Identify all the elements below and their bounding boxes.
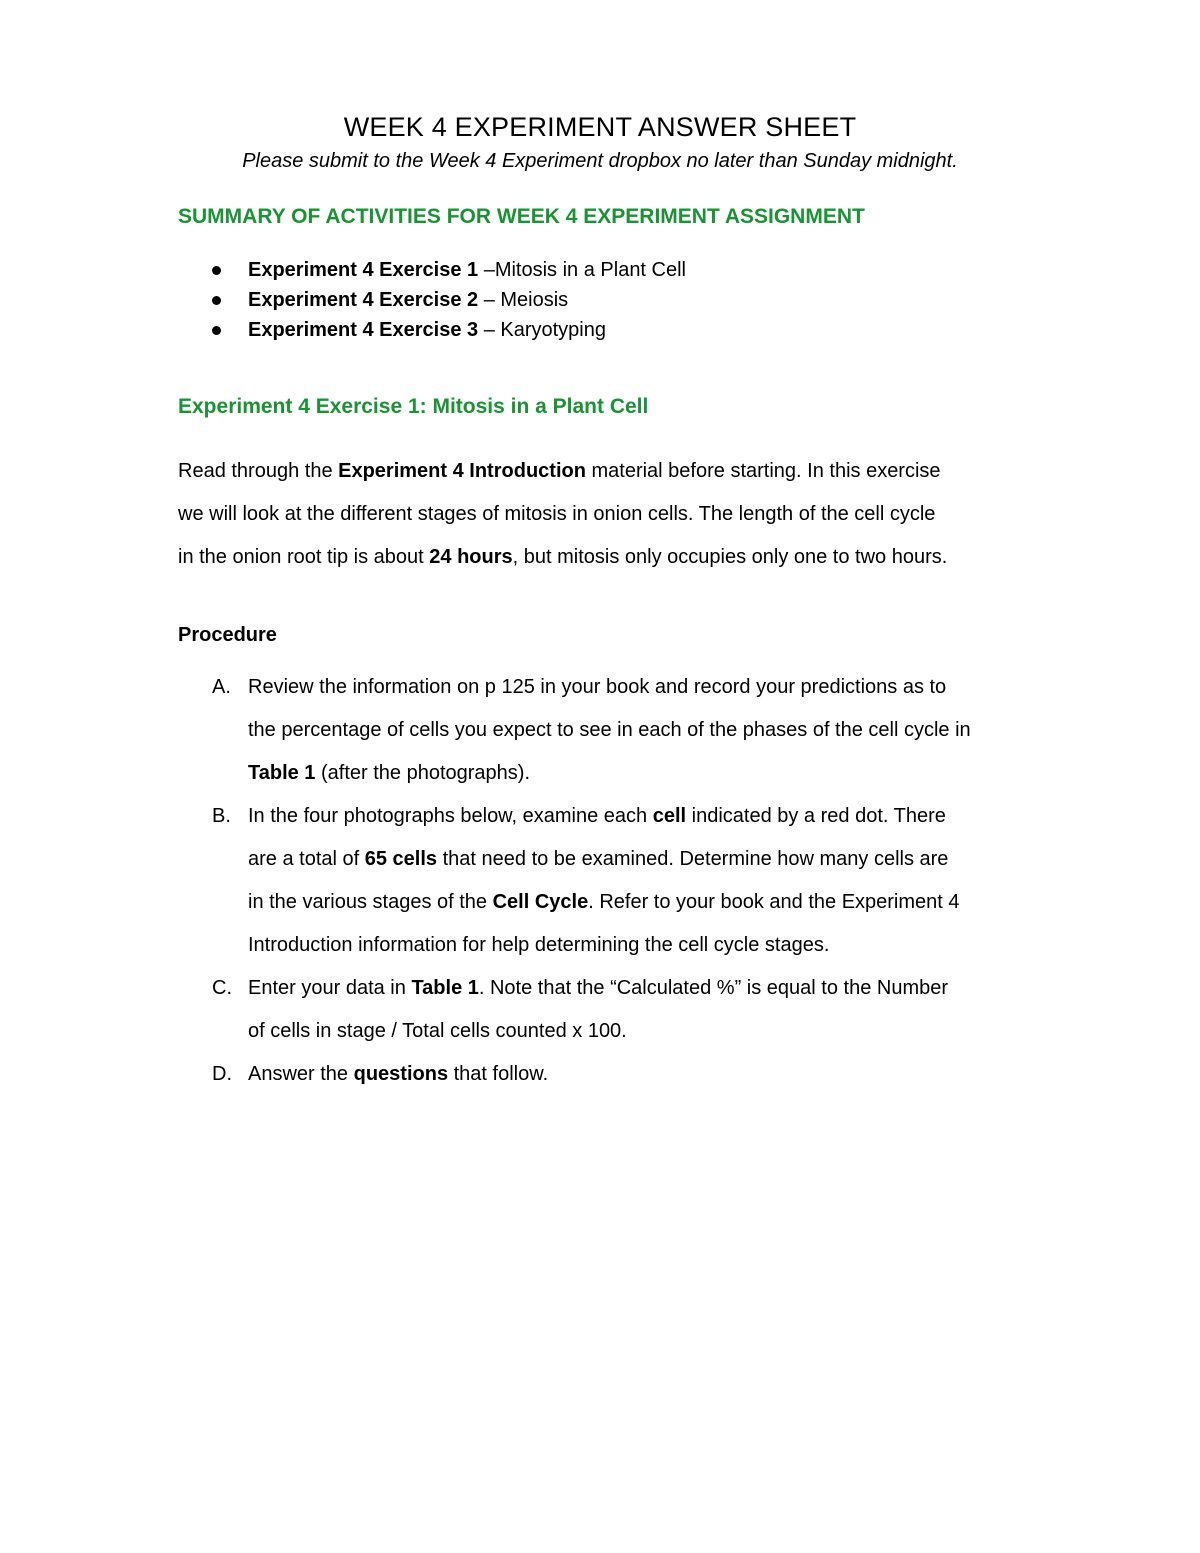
procedure-step-b	[178, 795, 1038, 967]
step-text: in the various stages of the	[248, 891, 493, 913]
activity-description: – Karyotyping	[478, 319, 606, 341]
procedure-step-d	[178, 1053, 1038, 1096]
bullet-icon	[212, 326, 221, 335]
intro-text: in the onion root tip is about	[178, 546, 430, 568]
step-text: the percentage of cells you expect to see in each of the phases of the cell cycle in	[248, 719, 971, 741]
step-text: that need to be examined. Determine how many cells are	[437, 848, 949, 870]
procedure-steps	[178, 666, 1038, 1096]
step-text: are a total of	[248, 848, 365, 870]
intro-bold-text: 24 hours	[429, 546, 513, 568]
step-letter: A.	[212, 676, 231, 698]
intro-text: material before starting. In this exercise	[585, 460, 941, 482]
step-text: of cells in stage / Total cells counted x 100.	[248, 1020, 627, 1042]
bullet-icon	[212, 296, 221, 305]
step-letter: B.	[212, 805, 231, 827]
activity-description: – Meiosis	[478, 289, 569, 311]
document-subtitle: Please submit to the Week 4 Experiment dropbox no later than Sunday midnight.	[242, 150, 958, 172]
step-bold-text: 65 cells	[364, 848, 438, 870]
list-item	[212, 286, 686, 316]
step-letter: D.	[212, 1063, 232, 1085]
procedure-step-c	[178, 967, 1038, 1053]
step-bold-text: cell	[652, 805, 687, 827]
step-text: Enter your data in	[248, 977, 412, 999]
list-item	[212, 316, 686, 346]
step-text: . Note that the “Calculated %” is equal to the Number	[478, 977, 949, 999]
step-text: In the four photographs below, examine each	[248, 805, 653, 827]
procedure-step-a	[178, 666, 1038, 795]
step-letter: C.	[212, 977, 232, 999]
bullet-icon	[212, 266, 221, 275]
activity-name: Experiment 4 Exercise 3	[248, 319, 479, 341]
intro-text: Read through the	[178, 460, 339, 482]
step-bold-text: Table 1	[411, 977, 479, 999]
activity-description: –Mitosis in a Plant Cell	[478, 259, 687, 281]
step-bold-text: questions	[353, 1063, 449, 1085]
activity-name: Experiment 4 Exercise 2	[248, 289, 479, 311]
step-text: Answer the	[248, 1063, 354, 1085]
step-bold-text: Cell Cycle	[492, 891, 589, 913]
activities-list	[212, 256, 686, 346]
step-text: indicated by a red dot. There	[686, 805, 946, 827]
procedure-heading: Procedure	[178, 624, 277, 646]
step-text: . Refer to your book and the Experiment 4	[588, 891, 960, 913]
exercise-1-heading: Experiment 4 Exercise 1: Mitosis in a Plant Cell	[178, 395, 649, 418]
intro-text: , but mitosis only occupies only one to two hours.	[512, 546, 948, 568]
activity-name: Experiment 4 Exercise 1	[248, 259, 479, 281]
step-text: Review the information on p 125 in your book and record your predictions as to	[248, 676, 947, 698]
intro-bold-text: Experiment 4 Introduction	[338, 460, 586, 482]
document-title: WEEK 4 EXPERIMENT ANSWER SHEET	[343, 112, 857, 142]
intro-text: we will look at the different stages of mitosis in onion cells. The length of the cell cycle	[178, 503, 936, 525]
intro-paragraph	[178, 450, 1038, 579]
summary-heading: SUMMARY OF ACTIVITIES FOR WEEK 4 EXPERIMENT ASSIGNMENT	[178, 205, 865, 228]
step-bold-text: Table 1	[248, 762, 316, 784]
list-item	[212, 256, 686, 286]
step-text: that follow.	[448, 1063, 549, 1085]
step-text: Introduction information for help determining the cell cycle stages.	[248, 934, 830, 956]
step-text: (after the photographs).	[315, 762, 531, 784]
